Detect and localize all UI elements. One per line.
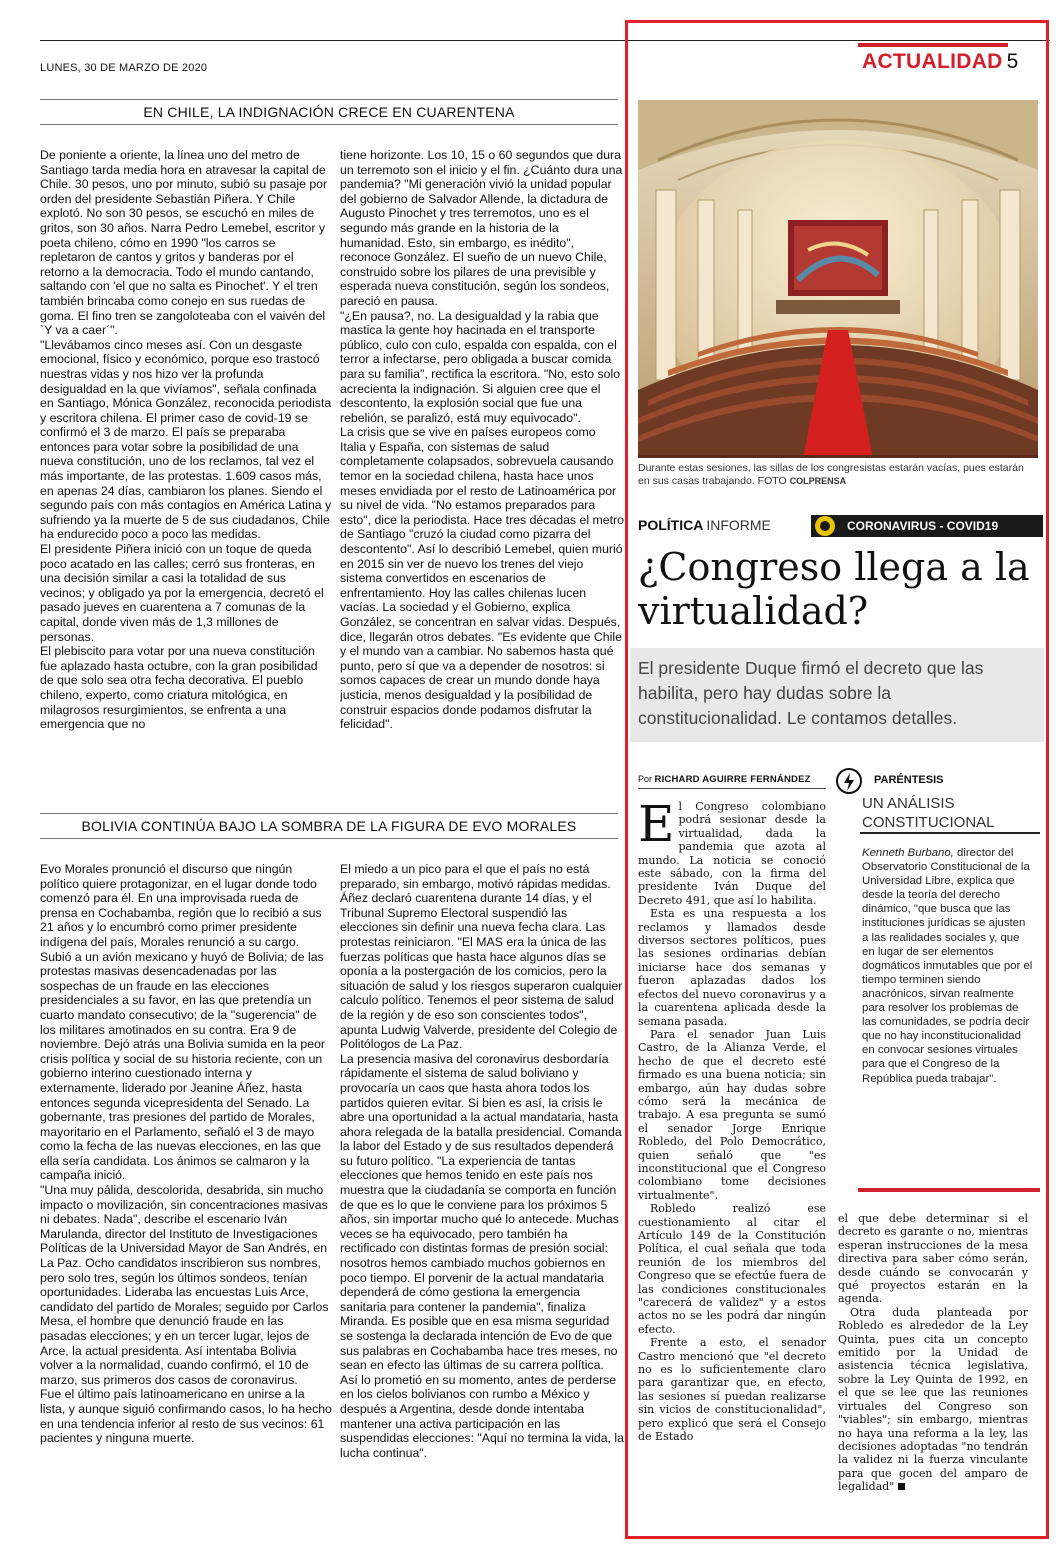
issue-date: LUNES, 30 DE MARZO DE 2020	[40, 62, 208, 74]
paragraph	[838, 1306, 1028, 1494]
chile-column-2	[340, 148, 624, 788]
drop-cap: E	[638, 800, 675, 853]
end-mark-icon	[898, 1483, 905, 1490]
parentesis-bottom-bar	[858, 1188, 1040, 1192]
lightning-icon	[836, 768, 862, 794]
paragraph: Robledo realizó ese cuestionamiento al citar el Artículo 149 de la Constitución Política, el cual señala que toda reunión de los miembros del Congreso que se efectúe fuera de las condiciones constitucionales "carecerá de validez" y a estos actos no se les podrá dar ningún efecto.	[638, 1202, 826, 1336]
caption-text: Durante estas sesiones, las sillas de los congresistas estarán vacías, pues estarán en sus casas trabajando.	[638, 462, 1024, 487]
paragraph-text: Otra duda planteada por Robledo es alrededor de la Ley Quinta, pues cita un concepto emitido por la Unidad de asistencia técnica legislativa, sobre la Ley Quinta de 1992, en el que se lee que las reuniones virtuales del Congreso son "viables"; sin embargo, mientras no haya una reforma a la ley, las decisiones adoptadas "no tendrán la validez ni la fuerza vinculante para que gocen del amparo de legalidad"	[838, 1305, 1028, 1494]
covid-badge	[811, 515, 1043, 537]
paragraph: Para el senador Juan Luis Castro, de la Alianza Verde, el hecho de que el decreto esté firmado es una buena noticia; sin embargo, aún hay dudas sobre cómo será la mecánica de trabajo. A esa pregunta se sumó el senador Jorge Enrique Robledo, del Polo Democrático, quien señaló que "es inconstitucional que el Congreso colombiano tome decisiones virtualmente".	[638, 1027, 826, 1202]
byline-author: RICHARD AGUIRRE FERNÁNDEZ	[654, 774, 811, 785]
paragraph: El presidente Piñera inició con un toque de queda poco acatado en las calles; cerró sus fronteras, en una decisión similar a casi la totalidad de sus vecinos; y obligado ya por la emergencia, decretó el pasado jueves en cuarentena a 7 comunas de la capital, donde viven más de 1,3 millones de personas.	[40, 542, 324, 644]
paragraph: "¿En pausa?, no. La desigualdad y la rabia que mastica la gente hoy hacinada en el transporte público, culo con culo, espalda con espalda, con el terror a infectarse, pero obligada a buscar comida para su familia", rectifica la escritora. "No, esto solo acrecienta la indignación. Si alguien cree que el descontento, la explosión social que fue una rebelión, se paralizó, está muy equivocado".	[340, 308, 621, 425]
paragraph: El plebiscito para votar por una nueva constitución fue aplazado hasta octubre, con la gran posibilidad de que solo sea otra fecha decorativa. El pueblo chileno, experto, como criatura mitológica, en milagrosos resurgimientos, se enfrenta a una emergencia que no	[40, 644, 318, 732]
paragraph: "Una muy pálida, descolorida, desabrida, sin mucho impacto o movilización, sin concentraciones masivas ni debates. Nada", describe el escenario Iván Marulanda, director del Instituto de Investigaciones Políticas de la Universidad Mayor de San Andrés, en La Paz. Ocho candidatos inscribieron sus nombres, pero solo tres, según los últimos sondeos, tenían oportunidades. Lideraba las encuestas Luis Arce, candidato del partido de Morales; seguido por Carlos Mesa, el hombre que denunció fraude en las pasadas elecciones; y en un tercer lugar, lejos de Arce, la actual presidenta. Así intentaba Bolivia volver a la normalidad, cuando confirmó, el 10 de marzo, sus primeros dos casos de coronavirus.	[40, 1183, 329, 1387]
paragraph: La presencia masiva del coronavirus desbordaría rápidamente el sistema de salud boliviano y provocaría un caos que hasta ahora todos los partidos quieren evitar. Si bien es así, la crisis le abre una oportunidad a la actual mandataria, hasta ahora relegada de la batalla presidencial. Comanda la labor del Estado y de sus resultados dependerá su futuro político. "La experiencia de tantas elecciones que hemos tenido en este país nos muestra que la ciudadanía se comporta en función de que es lo que le conviene para los próximos 5 años, sin importar mucho qué lo antecede. Muchas veces se ha equivocado, pero también ha rectificado con distintas formas de presión social: nosotros hemos cambiado muchos gobiernos en poco tiempo. El porvenir de la actual mandataria dependerá de cómo gestiona la emergencia sanitaria para contener la pandemia", finaliza Miranda. Es posible que en esa misma seguridad se sostenga la declarada intención de Evo de que sus palabras en Cochabamba hace tres meses, no sean en efecto las últimas de su carrera política. Así lo prometió en su momento, antes de perderse en los cielos bolivianos con rumbo a México y después a Argentina, desde donde intentaba mantener una activa participación en las suspendidas elecciones: "Aquí no termina la vida, la lucha continua".	[340, 1051, 624, 1460]
parentesis-box	[836, 768, 1040, 1192]
bolivia-column-1	[40, 862, 332, 1532]
kicker-section: POLÍTICA	[638, 517, 704, 533]
paragraph: "Llevábamos cinco meses así. Con un desgaste emocional, físico y económico, porque eso trastocó nuestras vidas y nos hizo ver la profunda desigualdad en la que vivíamos", señala confinada en Santiago, Mónica González, reconocida periodista y escritora chilena. El primer caso de covid-19 se confirmó el 3 de marzo. El país se preparaba entonces para votar sobre la posibilidad de una nueva constitución, uno de los reclamos, tal vez el más importante, de las protestas. 1.609 casos más, en apenas 24 días, cambiaron los planes. Siendo el segundo país con más contagios en América Latina y sufriendo ya la muerte de 5 de sus ciudadanos, Chile ha endurecido poco a poco las medidas.	[40, 337, 332, 542]
photo-credit: COLPRENSA	[789, 476, 847, 486]
byline-prefix: Por	[638, 774, 653, 784]
paragraph: La crisis que se vive en países europeos como Italia y España, con sistemas de salud completamente colapsados, sobrevuela causando temor en la sociedad chilena, hasta hace unos meses envidiada por el resto de Latinoamérica por su nivel de vida. "No estamos preparados para esto", dice la periodista. Hace tres décadas el metro de Santiago "cruzó la ciudad como pizarra del descontento". Así lo describió Lemebel, quien murió en 2015 sin ver de nuevo los trenes del viejo sistema convertidos en escenarios de enfrentamiento. Hoy las calles chilenas lucen vacías. La sociedad y el Gobierno, explica González, se concentran en salvar vidas. Después, dice, llegarán otros debates. "Es evidente que Chile y el mundo van a cambiar. No sabemos hasta qué punto, pero sí que va a depender de nosotros: si somos capaces de crear un mundo donde haya justicia, menos desigualdad y la posibilidad de construir espacios donde podamos disfrutar la felicidad".	[340, 425, 624, 732]
badge-label: CORONAVIRUS - COVID19	[847, 519, 999, 533]
article-title: ¿Congreso llega a la virtualidad?	[638, 545, 1030, 633]
lead-paragraph	[638, 800, 826, 907]
paragraph: Esta es una respuesta a los reclamos y llamados desde diversos sectores políticos, pues las sesiones ordinarias debían iniciarse hace dos semanas y fueron aplazadas dados los efectos del nuevo coronavirus y a la cuarentena aplicada desde la semana pasada.	[638, 907, 826, 1028]
paragraph: Fue el último país latinoamericano en unirse a la lista, y aunque siguió confirmando casos, lo ha hecho en una tendencia inferior al resto de sus vecinos: 61 pacientes y ninguna muerte.	[40, 1387, 332, 1446]
parentesis-heading: UN ANÁLISIS CONSTITUCIONAL	[862, 795, 995, 831]
page-number: 5	[1006, 50, 1019, 73]
paragraph: tiene horizonte. Los 10, 15 o 60 segundos que dura un terremoto son el inicio y el fin. ¿Cuánto dura una pandemia? "Mi generación vivió la unidad popular del gobierno de Salvador Allende, la dictadura de Augusto Pinochet y tres terremotos, uno es el segundo más grande en la historia de la humanidad. Esto, sin embargo, es inédito", reconoce González. El sueño de un nuevo Chile, construido sobre los pilares de una previsible y esperada nueva constitución, según los sondeos, pareció en pausa.	[340, 148, 623, 308]
paragraph: De poniente a oriente, la línea uno del metro de Santiago tarda media hora en atravesar la capital de Chile. 30 pesos, uno por minuto, subió su pasaje por orden del presidente Sebastián Piñera. Y Chile explotó. No son 30 pesos, se escuchó en miles de gritos, son 30 años. Narra Pedro Lemebel, escritor y poeta chileno, cómo en 1990 "los carros se repletaron de cantos y gritos y banderas por el retorno a la democracia. Todo el mundo cantando, saltando con 'el que no salta es Pinochet'. Y el tren también brincaba como conejo en sus ruedas de goma. El fino tren se zangoloteaba con el vaivén del `Y va a caer´".	[40, 148, 328, 338]
virus-icon	[815, 516, 835, 536]
bolivia-column-2	[340, 862, 624, 1532]
article-subtitle: El presidente Duque firmó el decreto que las habilita, pero hay dudas sobre la constitucionalidad. Le contamos detalles.	[638, 658, 984, 728]
paragraph: el que debe determinar si el decreto es garante o no, mientras esperan instrucciones de la mesa directiva para saber cómo serán, desde cuándo se convocarán y qué proyectos estarán en la agenda.	[838, 1212, 1028, 1306]
congreso-column-2	[838, 1212, 1028, 1532]
parentesis-label: PARÉNTESIS	[874, 774, 944, 786]
lead-text: l Congreso colombiano podrá sesionar desde la virtualidad, dada la pandemia que azota al mundo. La noticia se conoció este sábado, con la firma del presidente Iván Duque del Decreto 491, que así lo habilita.	[638, 800, 826, 907]
section-name: ACTUALIDAD	[862, 50, 1003, 73]
byline	[638, 774, 811, 785]
congress-photo	[638, 100, 1038, 458]
credit-prefix: FOTO	[757, 475, 787, 487]
congress-chamber-image	[638, 100, 1038, 458]
parentesis-text	[862, 846, 1034, 1086]
parentesis-author: Kenneth Burbano,	[862, 847, 954, 859]
kicker	[638, 517, 1038, 537]
byline-rule	[638, 788, 826, 789]
chile-column-1	[40, 148, 332, 788]
parentesis-body: director del Observatorio Constitucional de la Universidad Libre, explica que desde la teoría del derecho dinámico, "que busca que las instituciones jurídicas se ajusten a las realidades sociales y, que en lugar de ser elementos dogmáticos inmutables que por el tiempo terminen siendo anacrónicos, sirvan realmente para resolver los problemas de las comunidades, se podría decir que no hay inconstitucionalidad en convocar sesiones virtuales para que el Congreso de la República pueda trabajar".	[862, 847, 1033, 1085]
congreso-column-1	[638, 800, 826, 1530]
chile-headline: EN CHILE, LA INDIGNACIÓN CRECE EN CUARENTENA	[40, 99, 618, 125]
bolivia-headline: BOLIVIA CONTINÚA BAJO LA SOMBRA DE LA FIGURA DE EVO MORALES	[40, 813, 618, 839]
paragraph: Evo Morales pronunció el discurso que ningún político quiere protagonizar, en el lugar donde todo comenzó para él. En una improvisada rueda de prensa en Cochabamba, región que lo recibió a sus 21 años y lo encumbró como primer presidente indígena del país, Morales renunció a su cargo. Subió a un avión mexicano y huyó de Bolivia; de las protestas masivas desencadenadas por las sospechas de un fraude en las elecciones presidenciales a su favor, en las que pretendía un cuarto mandato consecutivo; de la "sugerencia" de los militares amotinados en su contra. Era 9 de noviembre. Dejó atrás una Bolivia sumida en la peor crisis política y social de su historia reciente, con un gobierno interino cuestionado interna y externamente, liderado por Jeanine Áñez, hasta entonces segunda vicepresidenta del Senado. La gobernante, tras presiones del partido de Morales, mayoritario en el Parlamento, señaló el 3 de mayo como la fecha de las nuevas elecciones, en las que ella sería candidata. Los ánimos se calmaron y la campaña inició.	[40, 862, 326, 1183]
kicker-type: INFORME	[706, 517, 771, 533]
paragraph: Frente a esto, el senador Castro mencionó que "el decreto no es lo suficientemente claro para garantizar que, en efecto, las sesiones sí puedan realizarse sin vicios de constitucionalidad", pero explicó que será el Consejo de Estado	[638, 1336, 826, 1444]
parentesis-rule	[860, 832, 1040, 834]
photo-caption	[638, 462, 1038, 488]
paragraph: El miedo a un pico para el que el país no está preparado, sin embargo, motivó rápidas medidas. Áñez declaró cuarentena durante 14 días, y el Tribunal Supremo Electoral suspendió las elecciones sin definir una nueva fecha clara. Las protestas reiniciaron. "El MAS era la única de las fuerzas políticas que hasta hace algunos días se oponía a la postergación de los comicios, pero la situación de salud y los riesgos superaron cualquier calculo político. Tenemos el peor sistema de salud de la región y de eso son conscientes todos", apunta Ludwig Valverde, presidente del Colegio de Politólogos de La Paz.	[340, 862, 623, 1052]
